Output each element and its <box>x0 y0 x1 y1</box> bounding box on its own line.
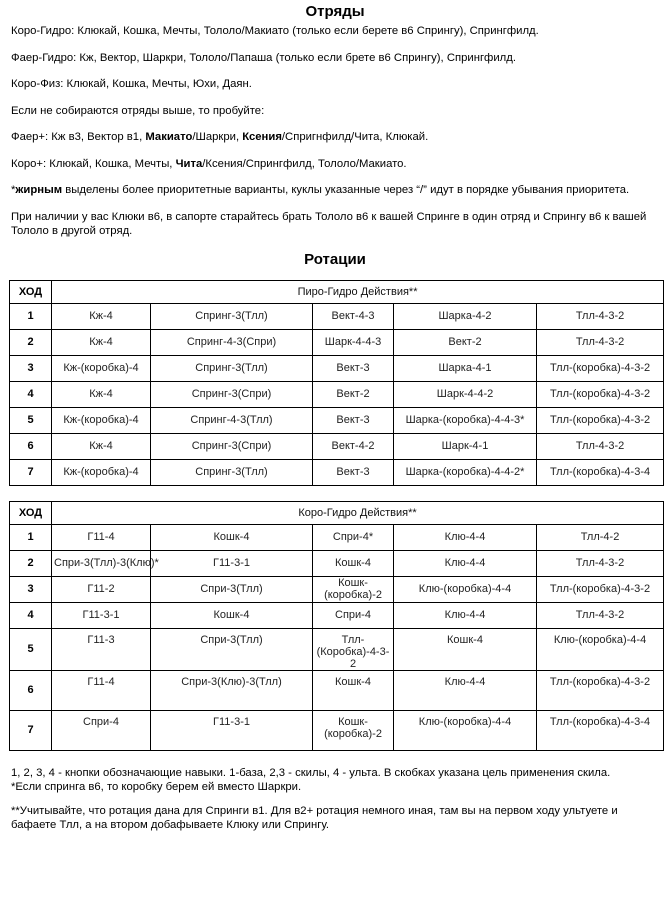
turn-number: 4 <box>10 381 52 407</box>
turn-number: 3 <box>10 576 52 602</box>
squad-paragraph <box>11 51 661 65</box>
text-segment: Фаер-Гидро: Кж, Вектор, Шаркри, Тололо/Папаша (только если брете в6 Спрингу), Спрингфилд. <box>11 51 516 64</box>
text-segment: При наличии у вас Клюки в6, в сапорте старайтесь брать Тололо в6 к вашей Спринге в один отряд и Спрингу в6 к вашей Тололо в другой отряд. <box>11 210 647 237</box>
turn-number: 7 <box>10 459 52 485</box>
action-cell: Клю-4-4 <box>394 670 537 710</box>
turn-number: 4 <box>10 602 52 628</box>
table-row <box>10 381 664 407</box>
bold-text: Ксения <box>242 131 282 143</box>
action-cell: Шарк-4-4-2 <box>394 381 537 407</box>
table-title-header: Пиро-Гидро Действия** <box>52 280 664 303</box>
action-cell: Кж-4 <box>52 433 151 459</box>
action-cell: Спринг-3(Тлл) <box>151 303 313 329</box>
table-row <box>10 407 664 433</box>
bold-text: Чита <box>175 157 203 170</box>
action-cell: Тлл-(коробка)-4-3-2 <box>537 355 664 381</box>
action-cell: Кошк-4 <box>151 602 313 628</box>
action-cell: Кж-(коробка)-4 <box>52 407 151 433</box>
bold-text: жирным <box>15 184 63 196</box>
table-row <box>10 576 664 602</box>
squad-paragraph <box>11 183 661 197</box>
action-cell: Кж-4 <box>52 329 151 355</box>
action-cell: Г11-4 <box>52 524 151 550</box>
action-cell: Кошк-(коробка)-2 <box>313 710 394 750</box>
squad-paragraph <box>11 130 661 144</box>
action-cell: Вект-3 <box>313 407 394 433</box>
action-cell: Вект-3 <box>313 355 394 381</box>
action-cell: Спринг-3(Тлл) <box>151 355 313 381</box>
turn-number: 3 <box>10 355 52 381</box>
action-cell: Спринг-3(Спри) <box>151 433 313 459</box>
action-cell: Г11-2 <box>52 576 151 602</box>
action-cell: Тлл-(коробка)-4-3-4 <box>537 710 664 750</box>
action-cell: Кошк-(коробка)-2 <box>313 576 394 602</box>
table-row <box>10 524 664 550</box>
action-cell: Кошк-4 <box>394 628 537 670</box>
rotations-heading: Ротации <box>304 250 366 268</box>
cryo-hydro-rotation-table <box>9 501 664 751</box>
action-cell: Шарка-4-2 <box>394 303 537 329</box>
legend-asterisk-line: *Если спринга в6, то коробку берем ей вместо Шаркри. <box>11 780 302 793</box>
squad-paragraph <box>11 157 661 171</box>
action-cell: Кж-4 <box>52 303 151 329</box>
squad-paragraph <box>11 104 661 118</box>
action-cell: Вект-4-2 <box>313 433 394 459</box>
action-cell: Шарка-(коробка)-4-4-3* <box>394 407 537 433</box>
text-segment: Фаер+: Кж в3, Вектор в1, <box>11 131 146 143</box>
action-cell: Кошк-4 <box>313 550 394 576</box>
action-cell: Спри-3(Клю)-3(Тлл) <box>151 670 313 710</box>
table-row <box>10 355 664 381</box>
squad-paragraph <box>11 24 661 38</box>
action-cell: Тлл-4-3-2 <box>537 550 664 576</box>
action-cell: Вект-3 <box>313 459 394 485</box>
action-cell: Тлл-4-3-2 <box>537 602 664 628</box>
squads-section <box>9 24 661 238</box>
turn-number: 6 <box>10 670 52 710</box>
action-cell: Спри-4 <box>52 710 151 750</box>
table-row <box>10 628 664 670</box>
table-title-header: Коро-Гидро Действия** <box>52 501 664 524</box>
action-cell: Тлл-(коробка)-4-3-2 <box>537 670 664 710</box>
text-segment: Если не собираются отряды выше, то пробуйте: <box>11 104 265 117</box>
action-cell: Клю-(коробка)-4-4 <box>394 710 537 750</box>
squads-heading: Отряды <box>305 3 365 20</box>
action-cell: Шарка-(коробка)-4-4-2* <box>394 459 537 485</box>
action-cell: Спринг-3(Тлл) <box>151 459 313 485</box>
action-cell: Г11-3-1 <box>52 602 151 628</box>
table-row <box>10 550 664 576</box>
legend-note <box>11 766 661 794</box>
action-cell: Тлл-4-3-2 <box>537 303 664 329</box>
action-cell: Вект-4-3 <box>313 303 394 329</box>
action-cell: Г11-3-1 <box>151 710 313 750</box>
turn-number: 2 <box>10 550 52 576</box>
action-cell: Кошк-4 <box>151 524 313 550</box>
turn-column-header: ХОД <box>10 501 52 524</box>
action-cell: Кж-(коробка)-4 <box>52 355 151 381</box>
action-cell: Спри-3(Тлл)-3(Клю)* <box>52 550 151 576</box>
turn-number: 6 <box>10 433 52 459</box>
turn-number: 5 <box>10 407 52 433</box>
turn-number: 1 <box>10 303 52 329</box>
notes-section <box>9 766 661 832</box>
text-segment: /Шаркри, <box>192 131 243 143</box>
action-cell: Спри-3(Тлл) <box>151 576 313 602</box>
table-header-row <box>10 501 664 524</box>
action-cell: Клю-4-4 <box>394 524 537 550</box>
table-row <box>10 670 664 710</box>
turn-number: 5 <box>10 628 52 670</box>
text-segment: * <box>11 184 16 196</box>
action-cell: Спринг-4-3(Спри) <box>151 329 313 355</box>
action-cell: Кж-4 <box>52 381 151 407</box>
action-cell: Вект-2 <box>394 329 537 355</box>
action-cell: Клю-(коробка)-4-4 <box>394 576 537 602</box>
action-cell: Тлл-4-3-2 <box>537 433 664 459</box>
action-cell: Вект-2 <box>313 381 394 407</box>
action-cell: Шарк-4-4-3 <box>313 329 394 355</box>
turn-number: 7 <box>10 710 52 750</box>
action-cell: Шарк-4-1 <box>394 433 537 459</box>
action-cell: Тлл-4-3-2 <box>537 329 664 355</box>
table-row <box>10 433 664 459</box>
text-segment: Коро+: Клюкай, Кошка, Мечты, <box>11 157 176 170</box>
action-cell: Тлл-(коробка)-4-3-2 <box>537 576 664 602</box>
table-header-row <box>10 280 664 303</box>
text-segment: Коро-Гидро: Клюкай, Кошка, Мечты, Тололо/Макиато (только если берете в6 Спрингу), Спрингфилд. <box>11 25 539 37</box>
table-row <box>10 329 664 355</box>
action-cell: Спри-3(Тлл) <box>151 628 313 670</box>
action-cell: Спри-4* <box>313 524 394 550</box>
action-cell: Спринг-3(Спри) <box>151 381 313 407</box>
action-cell: Тлл-(коробка)-4-3-2 <box>537 407 664 433</box>
table-row <box>10 459 664 485</box>
text-segment: /Спригнфилд/Чита, Клюкай. <box>281 131 429 143</box>
pyro-hydro-rotation-table <box>9 280 664 486</box>
action-cell: Кж-(коробка)-4 <box>52 459 151 485</box>
action-cell: Спринг-4-3(Тлл) <box>151 407 313 433</box>
turn-number: 1 <box>10 524 52 550</box>
action-cell: Тлл-4-2 <box>537 524 664 550</box>
action-cell: Тлл-(коробка)-4-3-4 <box>537 459 664 485</box>
turn-column-header: ХОД <box>10 280 52 303</box>
text-segment: Коро-Физ: Клюкай, Кошка, Мечты, Юхи, Даян. <box>11 78 252 90</box>
text-segment: /Ксения/Спрингфилд, Тололо/Макиато. <box>202 157 407 170</box>
bold-text: Макиато <box>145 131 193 143</box>
action-cell: Клю-(коробка)-4-4 <box>537 628 664 670</box>
action-cell: Г11-4 <box>52 670 151 710</box>
action-cell: Клю-4-4 <box>394 602 537 628</box>
action-cell: Г11-3-1 <box>151 550 313 576</box>
action-cell: Кошк-4 <box>313 670 394 710</box>
action-cell: Шарка-4-1 <box>394 355 537 381</box>
squad-paragraph <box>11 210 661 238</box>
table-row <box>10 710 664 750</box>
legend-line: 1, 2, 3, 4 - кнопки обозначающие навыки. 1-база, 2,3 - скилы, 4 - ульта. В скобках указана цель применения скила. <box>11 766 611 779</box>
text-segment: выделены более приоритетные варианты, куклы указанные через “/” идут в порядке убывания приоритета. <box>62 184 630 196</box>
action-cell: Г11-3 <box>52 628 151 670</box>
turn-number: 2 <box>10 329 52 355</box>
action-cell: Тлл-(коробка)-4-3-2 <box>537 381 664 407</box>
table-row <box>10 303 664 329</box>
table-row <box>10 602 664 628</box>
squad-paragraph <box>11 77 661 91</box>
action-cell: Клю-4-4 <box>394 550 537 576</box>
action-cell: Спри-4 <box>313 602 394 628</box>
action-cell: Тлл-(Коробка)-4-3-2 <box>313 628 394 670</box>
footnote: **Учитывайте, что ротация дана для Спринги в1. Для в2+ ротация немного иная, там вы на первом ходу ультуете и бафаете Тлл, а на втором добафываете Клюку или Спрингу. <box>11 804 618 831</box>
